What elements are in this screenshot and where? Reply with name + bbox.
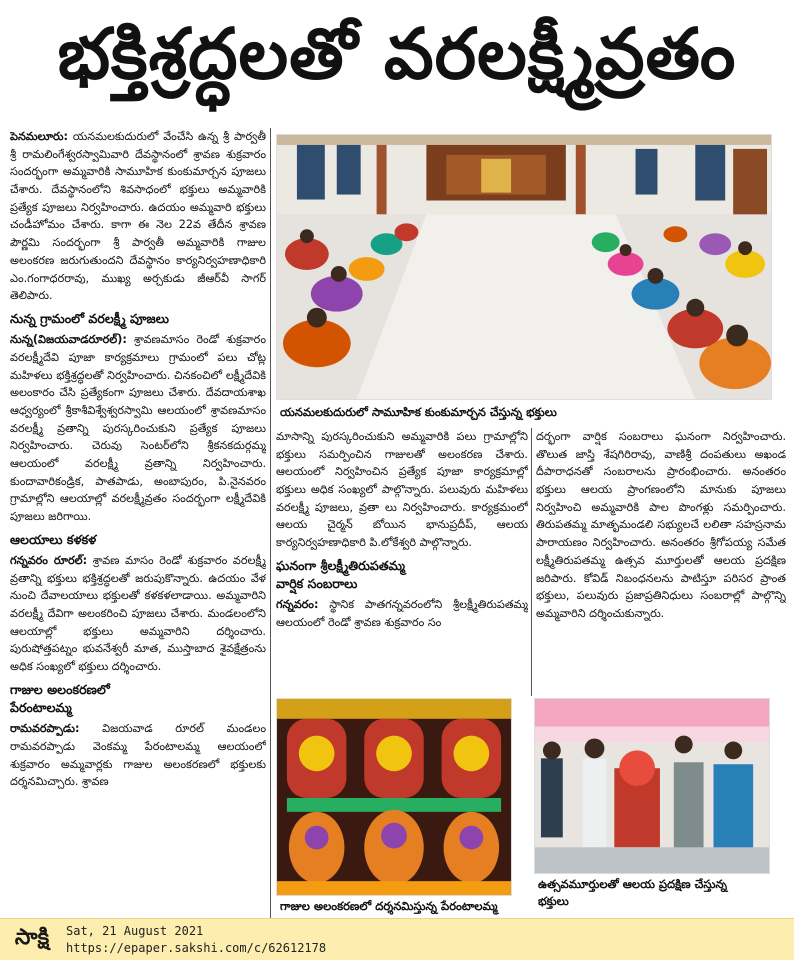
caption-line-1: ఉత్సవమూర్తులతో ఆలయ ప్రదక్షిణ చేస్తున్న xyxy=(538,877,727,891)
paragraph-text: విజయవాడ రూరల్ మండలం రామవరప్పాడు వెంకమ్మ పేరంటాలమ్మ ఆలయంలో శుక్రవారం అమ్మవార్లకు గాజుల అలంకరణలో భక్తులకు దర్శనమిచ్చారు. శ్రావణ xyxy=(10,722,266,789)
subheading-line-2: వార్షిక సంబరాలు xyxy=(276,576,358,592)
dateline: పెనమలూరు: xyxy=(10,130,69,143)
photo-caption: గాజుల అలంకరణలో దర్శనమిస్తున్న పేరంటాలమ్మ xyxy=(280,899,498,913)
paragraph-text: మాసాన్ని పురస్కరించుకుని అమ్మవారికి పలు గ్రామాల్లోని భక్తులు సమర్పించిన గాజులతో అలంకరణ చేశారు. ఆలయంలో నిర్వహించిన ప్రత్యేక పూజా కార్యక్రమాల్లో భక్తులు అధిక సంఖ్యలో పాల్గొన్నారు. పలువురు మహిళలు వరలక్ష్మీ పూజలు, వ్రతా లు నిర్వహించారు. కార్యక్రమంలో ఆలయ చైర్మన్ బోయిన భానుప్రదీప్, ఆలయ కార్యనిర్వహణాధికారి పి.లోకేశ్వరి పాల్గొన్నారు. xyxy=(276,430,528,550)
dateline: రామవరప్పాడు: xyxy=(10,722,80,736)
headline: భక్తిశ్రద్ధలతో వరలక్ష్మీవ్రతం xyxy=(57,12,737,95)
article-column-1 xyxy=(10,128,266,918)
subheading xyxy=(10,681,266,718)
paragraph-text: శ్రావణ మాసం రెండో శుక్రవారం వరలక్ష్మీ వ్రతాన్ని భక్తులు భక్తిశ్రద్ధలతో జరుపుకొన్నారు. ఉదయం వేళ నుంచి దేవాలయాలు భక్తులతో కళకళలాడాయి. అమ్మవారిని వరలక్ష్మీ దేవిగా అలంకరించి పూజలు చేశారు. మండలంలోని ఆలయాల్లో భక్తులు అమ్మవారిని దర్శించారు. పురుషోత్తపట్నం భువనేశ్వరీ మాత, ముస్తాబాద శైవక్షేత్రంను అధిక సంఖ్యలో భక్తులు దర్శించారు. xyxy=(10,553,266,674)
paragraph xyxy=(276,428,528,552)
paragraph-text: స్థానిక పాతగన్నవరంలోని శ్రీలక్ష్మీతిరుపతమ్మ ఆలయంలో రెండో శ్రావణ శుక్రవారం సం xyxy=(276,598,528,629)
paragraph xyxy=(10,552,266,676)
paragraph-text: యనమలకుదురులో వేంచేసి ఉన్న శ్రీ పార్వతీ శ్రీ రామలింగేశ్వరస్వామివారి దేవస్థానంలో శ్రావణ శుక్రవారం సందర్భంగా అమ్మవారికి సామూహిక కుంకుమార్చన పూజలు చేశారు. దేవస్థానంలోని శివసాధంలో భక్తులు అమ్మవారికి ప్రత్యేక పూజలు నిర్వహించారు. ఉదయం అమ్మవారి భక్తులు చండీహోమం చేశారు. కాగా ఈ నెల 22వ తేదీన శ్రావణ పౌర్ణమి సందర్భంగా శ్రీ పార్వతీ అమ్మవారికి గాజుల అలంకరణ జరుగుతుందని దేవస్థానం కార్యనిర్వహణాధికారి ఎం.గంగాధరరావు, ముఖ్య అర్చకుడు జీఆర్‌వీ సాగర్ తెలిపారు. xyxy=(10,130,266,303)
dateline: గన్నవరం: xyxy=(276,598,319,612)
subheading xyxy=(276,557,528,594)
paragraph xyxy=(276,596,528,631)
paragraph xyxy=(10,720,266,791)
paragraph xyxy=(10,331,266,526)
paragraph xyxy=(536,428,786,623)
column-divider xyxy=(270,128,271,918)
paragraph xyxy=(10,128,266,305)
subheading-line-2: పేరంటాలమ్మ xyxy=(10,700,72,715)
epaper-link[interactable]: https://epaper.sakshi.com/c/62612178 xyxy=(66,940,327,955)
subheading-line-1: గాజుల అలంకరణలో xyxy=(10,681,110,697)
article-column-2 xyxy=(276,428,528,700)
photo-deity-bangles xyxy=(276,698,512,896)
footer-bar xyxy=(0,918,794,960)
subheading: నున్న గ్రామంలో వరలక్ష్మీ పూజలు xyxy=(10,310,170,326)
photo-temple-hall xyxy=(276,134,772,400)
edition-date: Sat, 21 August 2021 xyxy=(66,924,204,939)
sakshi-logo: సాక్షి xyxy=(14,924,50,950)
subheading: ఆలయాలు కళకళ xyxy=(10,531,97,547)
photo-procession xyxy=(534,698,770,874)
photo-caption: యనమలకుదురులో సామూహిక కుంకుమార్చన చేస్తున్న భక్తులు xyxy=(280,405,557,419)
dateline: నున్న(విజయవాడరూరల్): xyxy=(10,333,127,347)
paragraph-text: దర్భంగా వార్షిక సంబరాలు ఘనంగా నిర్వహించారు. తొలుత జాస్తి శేషగిరిరావు, వాణిశ్రీ దంపతులు అఖండ దీపారాధనతో సంబరాలను ప్రారంభించారు. అనంతరం భక్తులు ఆలయ ప్రాంగణంలోని మానుకు పూజలు నిర్వహించి అమ్మవారికి పాల పొంగళ్లు సమర్పించారు. తిరుపతమ్మ మాతృమండలి సభ్యులచే లలితా సహస్రనామ పారాయణం నిర్వహించారు. అనంతరం శ్రీగోపయ్య సమేత లక్ష్మీతిరుపతమ్మ ఉత్సవ మూర్తులతో ఆలయ ప్రదక్షిణ జరిపారు. కోవిడ్ నిబంధనలను పాటిస్తూ పరిసర ప్రాంత భక్తులు, పలువురు ప్రజాప్రతినిధులు సంబరాల్లో పాల్గొన్ని అమ్మవారిని దర్శించుకున్నారు. xyxy=(536,430,786,620)
paragraph-text: శ్రావణమాసం రెండో శుక్రవారం వరలక్ష్మీదేవి పూజా కార్యక్రమాలు గ్రామంలో పలు చోట్ల మహిళలు భక్తిశ్రద్ధలతో నిర్వహించారు. చినకంచిలో లక్ష్మీదేవికి అలంకారం చేసి ప్రత్యేకంగా పూజలు చేశారు. దేవదాయశాఖ ఆధ్వర్యంలో శ్రీకాశీవిశ్వేశ్వరస్వామి ఆలయంలో శ్రావణమాసం వరలక్ష్మీ వ్రతాన్ని పురస్కరించుకుని ప్రత్యేక పూజలు నిర్వహించారు. చెరువు సెంటర్‌లోని శ్రీకనకదుర్గమ్మ ఆలయంలో వరలక్ష్మీ వ్రతాన్ని నిర్వహించారు. కుందావారికండ్రిక, పాతపాడు, అంబాపురం, పి.నైనవరం గ్రామాల్లోని ఆలయాల్లో వరలక్ష్మీవ్రతం సందర్భంగా లక్ష్మీదేవికి పూజలు జరిగాయి. xyxy=(10,333,266,523)
dateline: గన్నవరం రూరల్: xyxy=(10,553,88,567)
caption-line-2: భక్తులు xyxy=(538,894,569,909)
article-column-3 xyxy=(536,428,786,686)
photo-caption xyxy=(538,876,778,911)
subheading-line-1: ఘనంగా శ్రీలక్ష్మీతిరుపతమ్మ xyxy=(276,557,405,573)
column-divider xyxy=(531,428,532,696)
footer-info xyxy=(66,923,326,955)
